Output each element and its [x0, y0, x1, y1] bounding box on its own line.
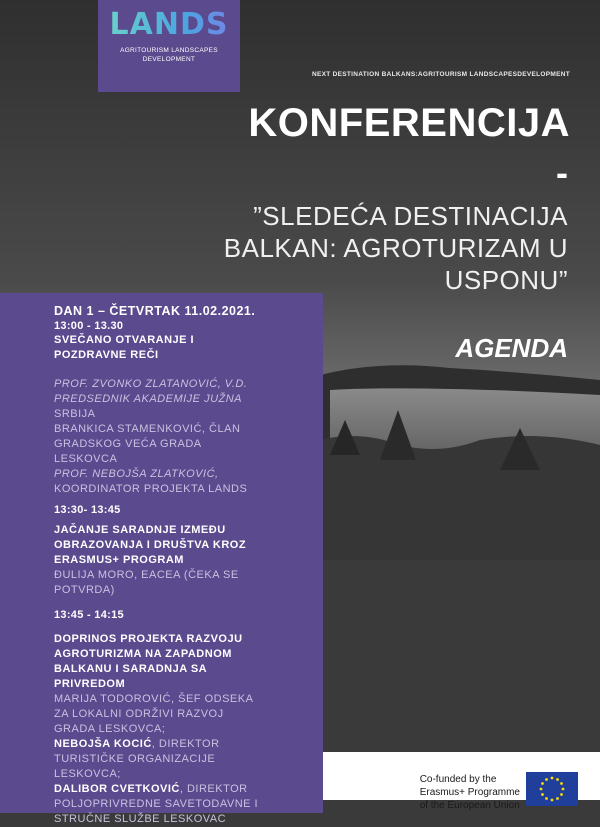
cofund-line: Co-funded by the	[419, 774, 497, 785]
conference-subtitle	[148, 200, 568, 296]
speaker-line: ZA LOKALNI ODRŽIVI RAZVOJ	[54, 708, 224, 720]
funding-footer	[323, 752, 600, 811]
speaker-name: DALIBOR CVETKOVIĆ	[54, 783, 180, 795]
session-title-line: BALKANU I SARADNJA SA	[54, 663, 208, 675]
session-title-line: JAČANJE SARADNJE IZMEĐU	[54, 524, 226, 536]
speaker-line	[54, 782, 323, 797]
logo-wordmark: LANDS	[98, 8, 240, 42]
speaker-line: PROF. ZVONKO ZLATANOVIĆ, V.D.	[54, 378, 248, 390]
slot-time: 13:30- 13:45	[54, 504, 121, 516]
subtitle-line: USPONU”	[444, 265, 568, 295]
session-title-line: DOPRINOS PROJEKTA RAZVOJU	[54, 633, 243, 645]
speaker-name: NEBOJŠA KOCIĆ	[54, 738, 152, 750]
eu-flag-icon	[526, 772, 578, 806]
speaker-line: MARIJA TODOROVIĆ, ŠEF ODSEKA	[54, 693, 254, 705]
day-heading: DAN 1 – ČETVRTAK 11.02.2021.	[54, 304, 256, 318]
speaker-line	[54, 737, 323, 752]
session-title-line: AGROTURIZMA NA ZAPADNOM	[54, 648, 232, 660]
speaker-line: POLJOPRIVREDNE SAVETODAVNE I	[54, 798, 259, 810]
speaker-line: POTVRDA)	[54, 584, 115, 596]
speaker-line: GRADA LESKOVCA;	[54, 723, 166, 735]
speaker-line: BRANKICA STAMENKOVIĆ, ČLAN	[54, 423, 241, 435]
speaker-line: KOORDINATOR PROJEKTA LANDS	[54, 483, 248, 495]
speaker-line: PREDSEDNIK AKADEMIJE JUŽNA	[54, 393, 243, 405]
session-title-line: SVEČANO OTVARANJE I	[54, 334, 195, 346]
cofund-line: of the European Union	[419, 800, 520, 811]
speaker-role: , DIREKTOR	[151, 738, 220, 750]
logo-subtitle-2: DEVELOPMENT	[142, 56, 196, 63]
speaker-line: STRUČNE SLUŽBE LESKOVAC	[54, 813, 227, 825]
speaker-line: SRBIJA	[54, 408, 96, 420]
speaker-line: TURISTIČKE ORGANIZACIJE	[54, 753, 216, 765]
speaker-line: GRADSKOG VEĆA GRADA	[54, 438, 202, 450]
subtitle-line: BALKAN: AGROTURIZAM U	[223, 233, 568, 263]
subtitle-line: ”SLEDEĆA DESTINACIJA	[253, 201, 568, 231]
speaker-line: ĐULIJA MORO, EACEA (ČEKA SE	[54, 569, 239, 581]
speaker-line: LESKOVCA	[54, 453, 118, 465]
speaker-line: PROF. NEBOJŠA ZLATKOVIĆ,	[54, 468, 219, 480]
speaker-line: LESKOVCA;	[54, 768, 121, 780]
title-dash: -	[556, 152, 568, 193]
cofunded-statement	[420, 773, 520, 812]
cofund-line: Erasmus+ Programme	[419, 787, 520, 798]
session-title-line: OBRAZOVANJA I DRUŠTVA KROZ	[54, 539, 247, 551]
logo-subtitle-1: AGRITOURISM LANDSCAPES	[120, 47, 218, 54]
project-tagline: NEXT DESTINATION BALKANS:AGRITOURISM LANDSCAPESDEVELOPMENT	[311, 71, 570, 78]
agenda-heading: AGENDA	[455, 333, 568, 363]
page-title: KONFERENCIJA	[248, 101, 570, 145]
slot-time: 13:45 - 14:15	[54, 609, 124, 621]
lands-logo	[98, 0, 240, 92]
session-title-line: PRIVREDOM	[54, 678, 126, 690]
session-title-line: POZDRAVNE REČI	[54, 349, 159, 361]
session-title-line: ERASMUS+ PROGRAM	[54, 554, 184, 566]
agenda-panel	[0, 293, 323, 825]
speaker-role: , DIREKTOR	[179, 783, 248, 795]
slot-time: 13:00 - 13.30	[54, 320, 124, 332]
